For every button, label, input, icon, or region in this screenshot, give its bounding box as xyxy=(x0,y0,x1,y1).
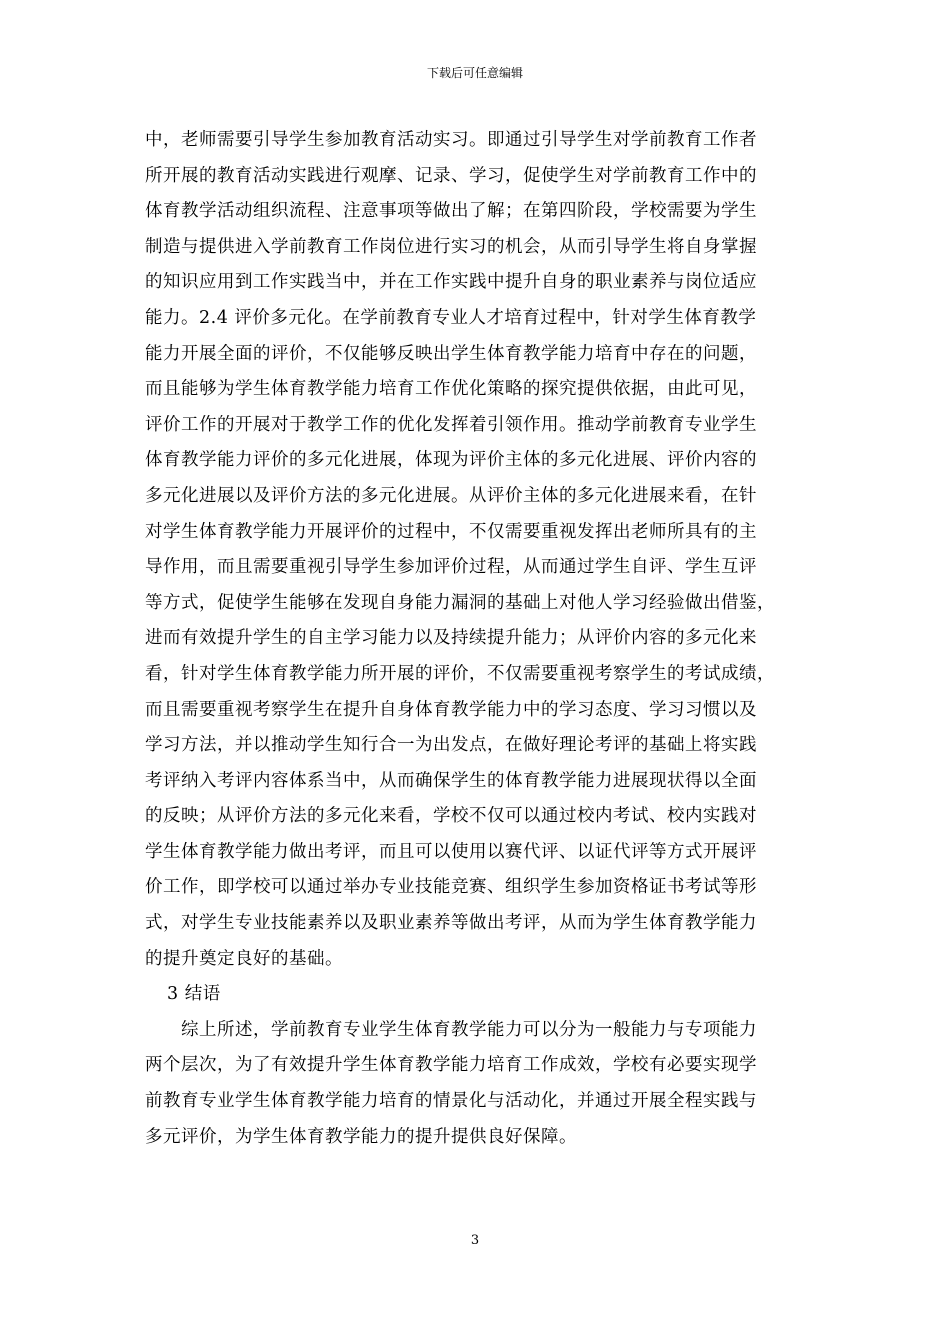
text-line: 能力开展全面的评价，不仅能够反映出学生体育教学能力培育中存在的问题， xyxy=(145,343,757,364)
text-line: 制造与提供进入学前教育工作岗位进行实习的机会，从而引导学生将自身掌握 xyxy=(145,236,757,257)
text-line: 等方式，促使学生能够在发现自身能力漏洞的基础上对他人学习经验做出借鉴， xyxy=(145,592,775,613)
page-header-note: 下载后可任意编辑 xyxy=(426,66,523,80)
text-line: 价工作，即学校可以通过举办专业技能竞赛、组织学生参加资格证书考试等形 xyxy=(145,877,757,898)
text-line: 两个层次，为了有效提升学生体育教学能力培育工作成效，学校有必要实现学 xyxy=(145,1055,757,1076)
text-line: 前教育专业学生体育教学能力培育的情景化与活动化，并通过开展全程实践与 xyxy=(145,1091,757,1112)
text-line: 而且能够为学生体育教学能力培育工作优化策略的探究提供依据，由此可见， xyxy=(145,379,757,400)
text-line: 多元化进展以及评价方法的多元化进展。从评价主体的多元化进展来看，在针 xyxy=(145,485,757,506)
text-line: 学习方法，并以推动学生知行合一为出发点，在做好理论考评的基础上将实践 xyxy=(145,735,757,756)
text-line: 能力。2.4 评价多元化。在学前教育专业人才培育过程中，针对学生体育教学 xyxy=(145,307,757,328)
page-number: 3 xyxy=(470,1233,480,1248)
text-line: 看，针对学生体育教学能力所开展的评价，不仅需要重视考察学生的考试成绩， xyxy=(145,663,775,684)
text-line: 多元评价，为学生体育教学能力的提升提供良好保障。 xyxy=(145,1126,577,1147)
text-line: 考评纳入考评内容体系当中，从而确保学生的体育教学能力进展现状得以全面 xyxy=(145,770,757,791)
section-heading: 3 结语 xyxy=(167,984,221,1005)
text-line: 学生体育教学能力做出考评，而且可以使用以赛代评、以证代评等方式开展评 xyxy=(145,841,757,862)
text-line: 的反映；从评价方法的多元化来看，学校不仅可以通过校内考试、校内实践对 xyxy=(145,806,757,827)
text-line: 中，老师需要引导学生参加教育活动实习。即通过引导学生对学前教育工作者 xyxy=(145,130,757,150)
text-line: 式，对学生专业技能素养以及职业素养等做出考评，从而为学生体育教学能力 xyxy=(145,913,757,934)
text-line: 评价工作的开展对于教学工作的优化发挥着引领作用。推动学前教育专业学生 xyxy=(145,414,757,435)
text-line: 而且需要重视考察学生在提升自身体育教学能力中的学习态度、学习习惯以及 xyxy=(145,699,757,720)
paragraph-conclusion xyxy=(145,1013,815,1155)
text-line: 对学生体育教学能力开展评价的过程中，不仅需要重视发挥出老师所具有的主 xyxy=(145,521,757,542)
document-body xyxy=(145,123,815,1155)
text-line: 所开展的教育活动实践进行观摩、记录、学习，促使学生对学前教育工作中的 xyxy=(145,165,757,186)
text-line: 体育教学活动组织流程、注意事项等做出了解；在第四阶段，学校需要为学生 xyxy=(145,201,757,222)
text-line: 的知识应用到工作实践当中，并在工作实践中提升自身的职业素养与岗位适应 xyxy=(145,272,757,293)
text-line: 综上所述，学前教育专业学生体育教学能力可以分为一般能力与专项能力 xyxy=(181,1019,757,1040)
text-line: 体育教学能力评价的多元化进展，体现为评价主体的多元化进展、评价内容的 xyxy=(145,450,757,471)
text-line: 导作用，而且需要重视引导学生参加评价过程，从而通过学生自评、学生互评 xyxy=(145,557,757,578)
text-line: 进而有效提升学生的自主学习能力以及持续提升能力；从评价内容的多元化来 xyxy=(145,628,757,649)
text-line: 的提升奠定良好的基础。 xyxy=(145,948,343,969)
paragraph-continued xyxy=(145,123,815,977)
